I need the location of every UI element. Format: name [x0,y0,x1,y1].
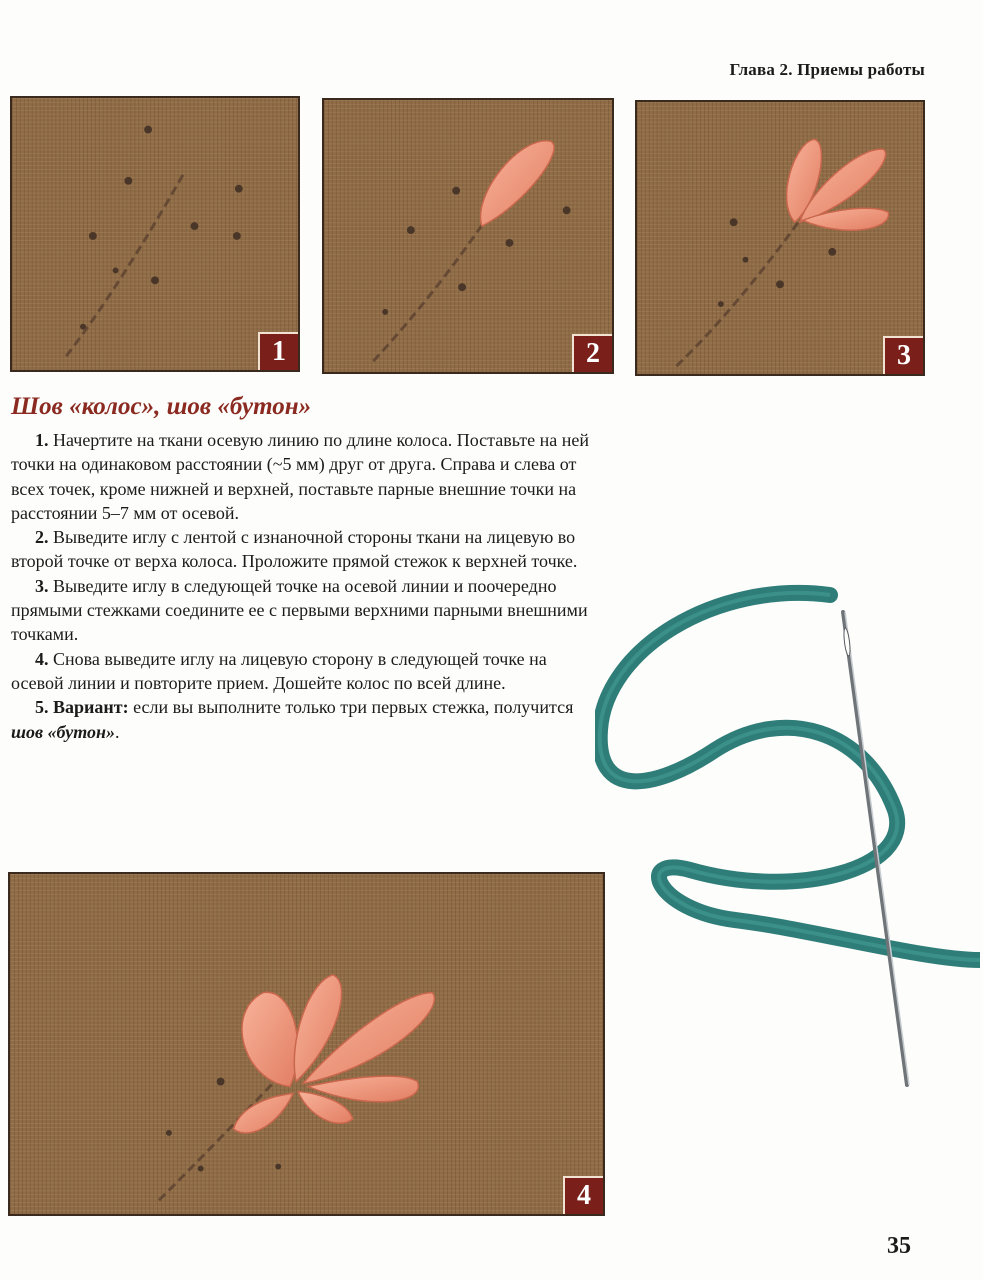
page-number: 35 [887,1233,911,1259]
fabric-image [12,98,298,370]
step-number-badge: 1 [258,332,298,370]
step-paragraph: 2. Выведите иглу с лентой с изнаночной стороны ткани на лицевую во второй точке от верха колоса. Проложите прямой стежок к верхней точке. [11,527,578,572]
step-number-badge: 2 [572,334,612,372]
step-number-badge: 3 [883,336,923,374]
ribbon-and-needle-image [595,580,980,1090]
fabric-image [324,100,612,372]
step-paragraph: 3. Выведите иглу в следующей точке на осевой линии и поочередно прямыми стежками соедините ее с первыми верхними парными внешними точками. [11,575,588,645]
variant-paragraph: 5. Вариант: если вы выполните только три первых стежка, получится шов «бутон». [11,697,574,742]
step-number-badge: 4 [563,1176,603,1214]
chapter-header: Глава 2. Приемы работы [729,60,925,79]
step-paragraph: 4. Снова выведите иглу на лицевую сторону в следующей точке на осевой линии и повторите прием. Дошейте колос по всей длине. [11,648,547,693]
instructions [11,428,591,744]
step-photo-2 [322,98,614,374]
step-photo-1 [10,96,300,372]
step-paragraph: 1. Начертите на ткани осевую линию по длине колоса. Поставьте на ней точки на одинаковом расстоянии (~5 мм) друг от друга. Справа и слева от всех точек, кроме нижней и верхней, поставьте парные внешние точки на расстоянии 5–7 мм от осевой. [11,430,589,523]
fabric-image [10,874,603,1214]
step-photo-4 [8,872,605,1216]
fabric-image [637,102,923,374]
section-title: Шов «колос», шов «бутон» [11,393,312,420]
step-photo-3 [635,100,925,376]
